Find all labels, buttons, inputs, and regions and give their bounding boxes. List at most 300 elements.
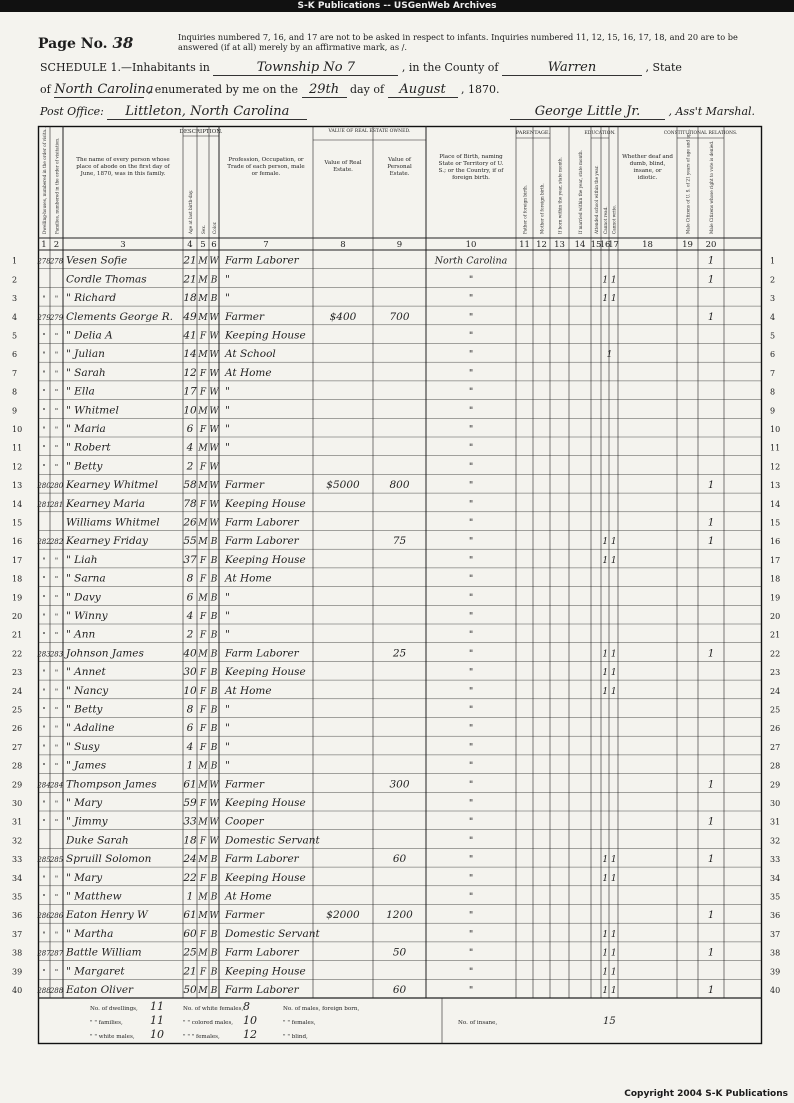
row-number-right: 30 xyxy=(770,799,781,808)
cell-occupation: Farm Laborer xyxy=(225,535,299,548)
column-number: 6 xyxy=(211,240,217,250)
row-number-left: 16 xyxy=(12,537,23,547)
cell-age: 78 xyxy=(183,497,197,510)
cell-cannot-read-write: 1 1 xyxy=(602,929,617,940)
row-number-left: 30 xyxy=(12,799,23,808)
cell-cannot-read-write: 1 1 xyxy=(602,275,617,286)
footer-white-females: 8 xyxy=(243,1000,250,1013)
cell-family: " xyxy=(54,594,59,603)
cell-color: B xyxy=(210,668,218,679)
page-number: 38 xyxy=(112,34,134,52)
row-number-left: 21 xyxy=(12,630,23,640)
cell-personal-estate: 800 xyxy=(389,479,410,492)
cell-sex: F xyxy=(199,425,207,435)
cell-sex: F xyxy=(199,929,207,940)
cell-color: W xyxy=(209,481,219,492)
cell-name: Vesen Sofie xyxy=(66,254,128,267)
cell-sex: M xyxy=(198,986,208,996)
column-number: 7 xyxy=(263,240,269,250)
cell-name: Williams Whitmel xyxy=(66,516,160,529)
cell-dwelling: " xyxy=(42,631,46,640)
column-number: 3 xyxy=(120,240,126,250)
cell-real-estate: $5000 xyxy=(326,479,360,492)
cell-dwelling: " xyxy=(42,444,46,453)
column-header-15: Attended school within the year. xyxy=(594,165,599,234)
cell-cannot-read-write: 1 1 xyxy=(602,686,617,697)
year: , 1870. xyxy=(461,83,500,96)
cell-age: 59 xyxy=(183,797,197,809)
row-number-left: 28 xyxy=(12,761,23,771)
county: Warren xyxy=(502,60,642,76)
cell-sex: M xyxy=(198,481,208,492)
row-number-left: 36 xyxy=(12,911,23,921)
cell-occupation: Domestic Servant xyxy=(225,927,320,940)
township: Township No 7 xyxy=(213,60,398,76)
cell-family: 288 xyxy=(49,987,64,995)
row-number-left: 14 xyxy=(12,499,23,509)
cell-birthplace: " xyxy=(468,891,474,903)
cell-age: 12 xyxy=(183,366,197,379)
cell-birthplace: " xyxy=(468,648,474,660)
cell-male-citizen: 1 xyxy=(707,517,715,529)
cell-male-citizen: 1 xyxy=(707,311,715,323)
cell-birthplace: " xyxy=(468,311,474,323)
cell-occupation: " xyxy=(225,292,230,305)
row-number-right: 33 xyxy=(770,855,781,865)
cell-sex: M xyxy=(198,518,208,529)
cell-birthplace: " xyxy=(468,386,474,398)
row-number-left: 17 xyxy=(12,555,23,565)
cell-age: 50 xyxy=(183,984,197,996)
cell-sex: F xyxy=(199,499,207,510)
cell-occupation: Cooper xyxy=(225,815,264,828)
post-office-line xyxy=(40,104,307,120)
row-number-left: 5 xyxy=(12,331,18,341)
cell-birthplace: " xyxy=(468,685,474,697)
cell-color: W xyxy=(209,350,219,361)
cell-sex: F xyxy=(199,799,207,809)
footer-dwellings: 11 xyxy=(150,1000,164,1013)
column-number: 19 xyxy=(682,240,693,250)
cell-dwelling: " xyxy=(42,762,46,771)
cell-occupation: " xyxy=(225,722,230,735)
cell-birthplace: " xyxy=(468,498,474,510)
row-number-left: 35 xyxy=(12,892,23,902)
cell-age: 40 xyxy=(183,647,197,660)
cell-dwelling: " xyxy=(42,743,46,752)
row-number-right: 32 xyxy=(770,836,781,846)
cell-occupation: Farm Laborer xyxy=(225,254,299,267)
cell-age: 21 xyxy=(183,965,197,978)
cell-occupation: " xyxy=(225,273,230,286)
cell-sex: F xyxy=(199,462,207,473)
cell-birthplace: " xyxy=(468,274,474,286)
marshal-line xyxy=(510,104,755,120)
cell-family: " xyxy=(54,332,59,341)
cell-age: 18 xyxy=(183,834,197,847)
cell-sex: F xyxy=(199,368,207,379)
cell-family: " xyxy=(54,444,59,453)
cell-personal-estate: 700 xyxy=(389,310,410,323)
row-number-right: 37 xyxy=(770,929,781,939)
column-number: 11 xyxy=(519,240,530,250)
cell-color: B xyxy=(210,593,218,604)
row-number-right: 15 xyxy=(770,518,781,528)
cell-birthplace: " xyxy=(468,667,474,679)
month: August xyxy=(388,82,458,98)
cell-family: " xyxy=(54,930,59,939)
cell-male-citizen: 1 xyxy=(707,910,715,922)
cell-age: 26 xyxy=(183,516,197,529)
row-number-right: 18 xyxy=(770,574,781,584)
cell-family: 282 xyxy=(49,538,64,547)
cell-name: " Martha xyxy=(66,927,114,940)
cell-family: 281 xyxy=(49,500,64,509)
column-number: 8 xyxy=(340,240,346,250)
column-number: 13 xyxy=(554,240,565,250)
post-office-label: Post Office: xyxy=(40,105,104,118)
cell-age: 21 xyxy=(183,273,197,286)
column-number: 15 xyxy=(590,240,602,250)
column-number: 16 xyxy=(599,240,611,250)
row-number-left: 29 xyxy=(12,780,23,790)
cell-dwelling: 280 xyxy=(37,482,51,491)
cell-occupation: Farm Laborer xyxy=(225,853,299,866)
group-header-education: EDUCATION. xyxy=(584,131,616,136)
column-header-3: place of abode on the first day of xyxy=(76,164,170,170)
cell-color: B xyxy=(210,275,218,286)
row-number-left: 37 xyxy=(12,929,23,939)
cell-name: " Davy xyxy=(66,591,101,604)
cell-name: Eaton Henry W xyxy=(66,909,148,922)
cell-family: " xyxy=(54,575,59,584)
column-header-10: State or Territory of U. xyxy=(438,161,504,167)
cell-age: 1 xyxy=(186,890,194,903)
cell-color: W xyxy=(209,406,219,417)
column-header-17: Cannot write. xyxy=(611,204,617,234)
cell-dwelling: " xyxy=(42,893,46,902)
cell-occupation: Domestic Servant xyxy=(225,834,320,847)
row-number-left: 7 xyxy=(12,368,18,378)
footer-tally: 15 xyxy=(603,1016,616,1027)
cell-birthplace: " xyxy=(468,517,474,529)
cell-birthplace: " xyxy=(468,798,474,809)
cell-occupation: Keeping House xyxy=(225,871,306,884)
cell-age: 49 xyxy=(183,310,197,323)
cell-real-estate: $2000 xyxy=(326,909,360,922)
column-header-7: Trade of each person, male xyxy=(227,164,305,170)
row-number-right: 3 xyxy=(770,294,776,304)
row-number-left: 38 xyxy=(12,948,23,958)
column-header-13: If born within the year, state month. xyxy=(557,157,563,234)
cell-sex: M xyxy=(198,649,208,660)
cell-family: 280 xyxy=(49,482,64,491)
cell-name: " Nancy xyxy=(66,684,109,697)
row-number-right: 21 xyxy=(770,630,781,640)
cell-name: " Ann xyxy=(66,628,96,641)
cell-family: 286 xyxy=(49,912,64,921)
group-header-constitutional: CONSTITUTIONAL RELATIONS. xyxy=(663,131,738,136)
row-number-right: 34 xyxy=(770,873,781,883)
column-number: 1 xyxy=(41,240,47,250)
cell-color: W xyxy=(209,836,219,847)
column-number: 17 xyxy=(608,240,619,250)
cell-family: " xyxy=(54,388,59,397)
cell-birthplace: " xyxy=(468,835,474,847)
cell-name: " Annet xyxy=(66,666,106,679)
cell-name: " Mary xyxy=(66,797,103,809)
cell-color: W xyxy=(209,443,219,454)
cell-age: 37 xyxy=(183,553,197,566)
column-header-10: foreign birth. xyxy=(452,175,490,181)
cell-name: " Robert xyxy=(66,441,111,454)
cell-name: " Ella xyxy=(66,385,95,398)
cell-color: B xyxy=(210,761,218,772)
cell-color: W xyxy=(209,387,219,398)
cell-sex: F xyxy=(199,836,207,847)
cell-color: B xyxy=(210,855,218,866)
row-number-left: 25 xyxy=(12,705,23,715)
copyright: Copyright 2004 S-K Publications xyxy=(624,1089,788,1099)
group-header-description: DESCRIPTION. xyxy=(179,129,223,135)
cell-color: B xyxy=(210,294,218,305)
cell-name: " Adaline xyxy=(66,722,115,735)
marshal-label: , Ass't Marshal. xyxy=(668,105,756,118)
column-header-5: Sex. xyxy=(201,224,206,234)
cell-dwelling: 283 xyxy=(37,650,51,659)
row-number-right: 13 xyxy=(770,481,781,491)
cell-occupation: Farmer xyxy=(225,909,265,922)
cell-birthplace: " xyxy=(468,349,474,361)
cell-sex: F xyxy=(199,686,207,697)
cell-sex: M xyxy=(198,911,208,922)
cell-sex: M xyxy=(198,312,208,323)
cell-birthplace: " xyxy=(468,985,474,996)
cell-occupation: At Home xyxy=(225,890,272,903)
row-number-left: 19 xyxy=(12,593,23,603)
cell-birthplace: " xyxy=(468,554,474,566)
column-number: 14 xyxy=(574,240,586,250)
cell-family: 285 xyxy=(49,856,64,865)
cell-name: Duke Sarah xyxy=(66,834,129,847)
cell-birthplace: " xyxy=(468,480,474,492)
row-number-left: 24 xyxy=(12,686,23,696)
cell-color: W xyxy=(209,312,219,323)
cell-name: Eaton Oliver xyxy=(66,984,134,996)
row-number-left: 26 xyxy=(12,724,23,734)
column-header-1: Dwelling-houses, numbered in the order of visita… xyxy=(42,125,47,234)
cell-age: 4 xyxy=(186,740,194,753)
cell-dwelling: 285 xyxy=(37,856,51,865)
footer-foreign-males-label: No. of males, foreign born, xyxy=(283,1006,360,1012)
cell-occupation: Farmer xyxy=(225,310,265,323)
row-number-right: 40 xyxy=(770,986,781,995)
cell-family: " xyxy=(54,743,59,752)
cell-birthplace: " xyxy=(468,536,474,548)
row-number-right: 24 xyxy=(770,686,781,696)
cell-family: 284 xyxy=(49,781,64,790)
day-of-label: day of xyxy=(350,83,385,96)
cell-birthplace: " xyxy=(468,629,474,641)
cell-cannot-read-write: 1 1 xyxy=(602,555,617,566)
column-header-18: idiotic. xyxy=(637,175,658,181)
row-number-left: 40 xyxy=(12,986,23,995)
cell-family: " xyxy=(54,818,59,827)
cell-family: " xyxy=(54,369,59,378)
row-number-left: 12 xyxy=(12,462,23,472)
footer-insane-label: No. of insane, xyxy=(458,1020,498,1026)
column-number: 12 xyxy=(536,240,547,250)
cell-occupation: At Home xyxy=(225,366,272,379)
cell-age: 60 xyxy=(183,927,197,940)
row-number-right: 7 xyxy=(770,368,776,378)
cell-dwelling: " xyxy=(42,725,46,734)
cell-sex: M xyxy=(198,294,208,305)
footer-families-label: " " families, xyxy=(90,1020,123,1026)
row-number-right: 22 xyxy=(770,649,781,659)
cell-sex: M xyxy=(198,948,208,959)
row-number-right: 31 xyxy=(770,817,781,827)
cell-name: Johnson James xyxy=(66,647,144,660)
cell-occupation: " xyxy=(225,740,230,753)
cell-age: 22 xyxy=(183,871,197,884)
cell-male-citizen: 1 xyxy=(707,779,715,791)
cell-occupation: Keeping House xyxy=(225,553,306,566)
day: 29th xyxy=(302,82,347,98)
row-number-right: 10 xyxy=(770,425,781,434)
cell-birthplace: " xyxy=(468,854,474,866)
cell-age: 4 xyxy=(186,441,194,454)
cell-name: Thompson James xyxy=(66,778,157,791)
column-header-2: Families, numbered in the order of visitation. xyxy=(54,137,60,234)
cell-dwelling: " xyxy=(42,388,46,397)
cell-dwelling: " xyxy=(42,426,46,434)
cell-dwelling: " xyxy=(42,407,46,416)
cell-age: 25 xyxy=(183,946,197,959)
page-label: Page No. xyxy=(38,36,108,52)
row-number-right: 25 xyxy=(770,705,781,715)
cell-name: " Julian xyxy=(66,348,105,361)
cell-birthplace: " xyxy=(468,330,474,342)
cell-cannot-read-write: 1 xyxy=(606,350,613,361)
row-number-right: 2 xyxy=(770,275,776,285)
cell-age: 2 xyxy=(186,628,194,641)
cell-family: 287 xyxy=(49,949,64,958)
cell-name: " Susy xyxy=(66,740,100,753)
column-number: 9 xyxy=(396,240,403,250)
column-header-10: Place of Birth, naming xyxy=(439,154,503,160)
cell-color: B xyxy=(210,929,218,940)
cell-sex: M xyxy=(198,443,208,454)
row-number-left: 10 xyxy=(12,425,23,434)
cell-birthplace: " xyxy=(468,592,474,604)
row-number-left: 20 xyxy=(12,612,23,621)
cell-name: Clements George R. xyxy=(66,310,173,323)
cell-male-citizen: 1 xyxy=(707,648,715,660)
cell-color: B xyxy=(210,555,218,566)
row-number-right: 19 xyxy=(770,593,781,603)
row-number-left: 6 xyxy=(12,350,18,360)
row-number-right: 39 xyxy=(770,967,781,977)
column-header-9: Value of xyxy=(388,157,411,163)
cell-age: 6 xyxy=(186,423,194,435)
column-header-9: Estate. xyxy=(389,171,410,177)
cell-occupation: Keeping House xyxy=(225,965,306,978)
cell-dwelling: " xyxy=(42,800,46,808)
cell-color: W xyxy=(209,425,219,435)
cell-age: 61 xyxy=(183,778,197,791)
cell-age: 17 xyxy=(183,385,197,398)
cell-color: B xyxy=(210,873,218,884)
schedule-label: SCHEDULE 1.—Inhabitants in xyxy=(40,61,210,74)
cell-family: 283 xyxy=(49,650,64,659)
column-header-3: The name of every person whose xyxy=(76,157,170,163)
cell-birthplace: " xyxy=(468,872,474,884)
cell-sex: M xyxy=(198,780,208,791)
cell-age: 4 xyxy=(186,610,194,622)
cell-name: " James xyxy=(66,759,107,772)
footer-colored-males-label: " " colored males, xyxy=(183,1020,234,1026)
cell-personal-estate: 60 xyxy=(392,984,407,996)
cell-occupation: " xyxy=(225,423,230,435)
cell-name: " Whitmel xyxy=(66,404,119,417)
cell-family: " xyxy=(54,687,59,696)
cell-color: B xyxy=(210,742,218,753)
cell-family: " xyxy=(54,762,59,771)
cell-sex: F xyxy=(199,331,207,342)
cell-color: W xyxy=(209,780,219,791)
cell-birthplace: " xyxy=(468,966,474,978)
row-number-left: 23 xyxy=(12,668,23,678)
cell-male-citizen: 1 xyxy=(707,947,715,959)
cell-sex: M xyxy=(198,537,208,548)
column-header-11: Father of foreign birth. xyxy=(522,184,528,234)
cell-family: " xyxy=(54,968,59,977)
row-number-right: 4 xyxy=(770,312,776,322)
footer-families: 11 xyxy=(150,1014,164,1027)
row-number-right: 12 xyxy=(770,462,781,472)
cell-birthplace: " xyxy=(468,723,474,735)
cell-cannot-read-write: 1 1 xyxy=(602,855,617,866)
cell-dwelling: " xyxy=(42,332,46,341)
footer-white-females-label: No. of white females, xyxy=(183,1006,244,1012)
row-number-right: 29 xyxy=(770,780,781,790)
cell-sex: F xyxy=(199,967,207,978)
cell-birthplace: " xyxy=(468,461,474,473)
cell-age: 18 xyxy=(183,292,197,305)
cell-name: " Maria xyxy=(66,423,106,435)
cell-dwelling: " xyxy=(42,706,46,715)
cell-color: B xyxy=(210,986,218,996)
cell-name: " Mary xyxy=(66,871,103,884)
row-number-right: 14 xyxy=(770,499,781,509)
cell-sex: F xyxy=(199,612,207,622)
cell-dwelling: 284 xyxy=(37,781,51,790)
cell-age: 41 xyxy=(183,329,197,342)
cell-occupation: " xyxy=(225,404,230,417)
row-number-right: 16 xyxy=(770,537,781,547)
cell-family: " xyxy=(54,613,59,621)
cell-age: 33 xyxy=(183,815,197,828)
cell-occupation: Keeping House xyxy=(225,329,306,342)
cell-dwelling: " xyxy=(42,369,46,378)
cell-occupation: " xyxy=(225,703,230,716)
cell-color: W xyxy=(209,368,219,379)
cell-color: W xyxy=(209,462,219,473)
cell-birthplace: " xyxy=(468,816,474,828)
cell-sex: M xyxy=(198,761,208,772)
cell-color: B xyxy=(210,612,218,622)
